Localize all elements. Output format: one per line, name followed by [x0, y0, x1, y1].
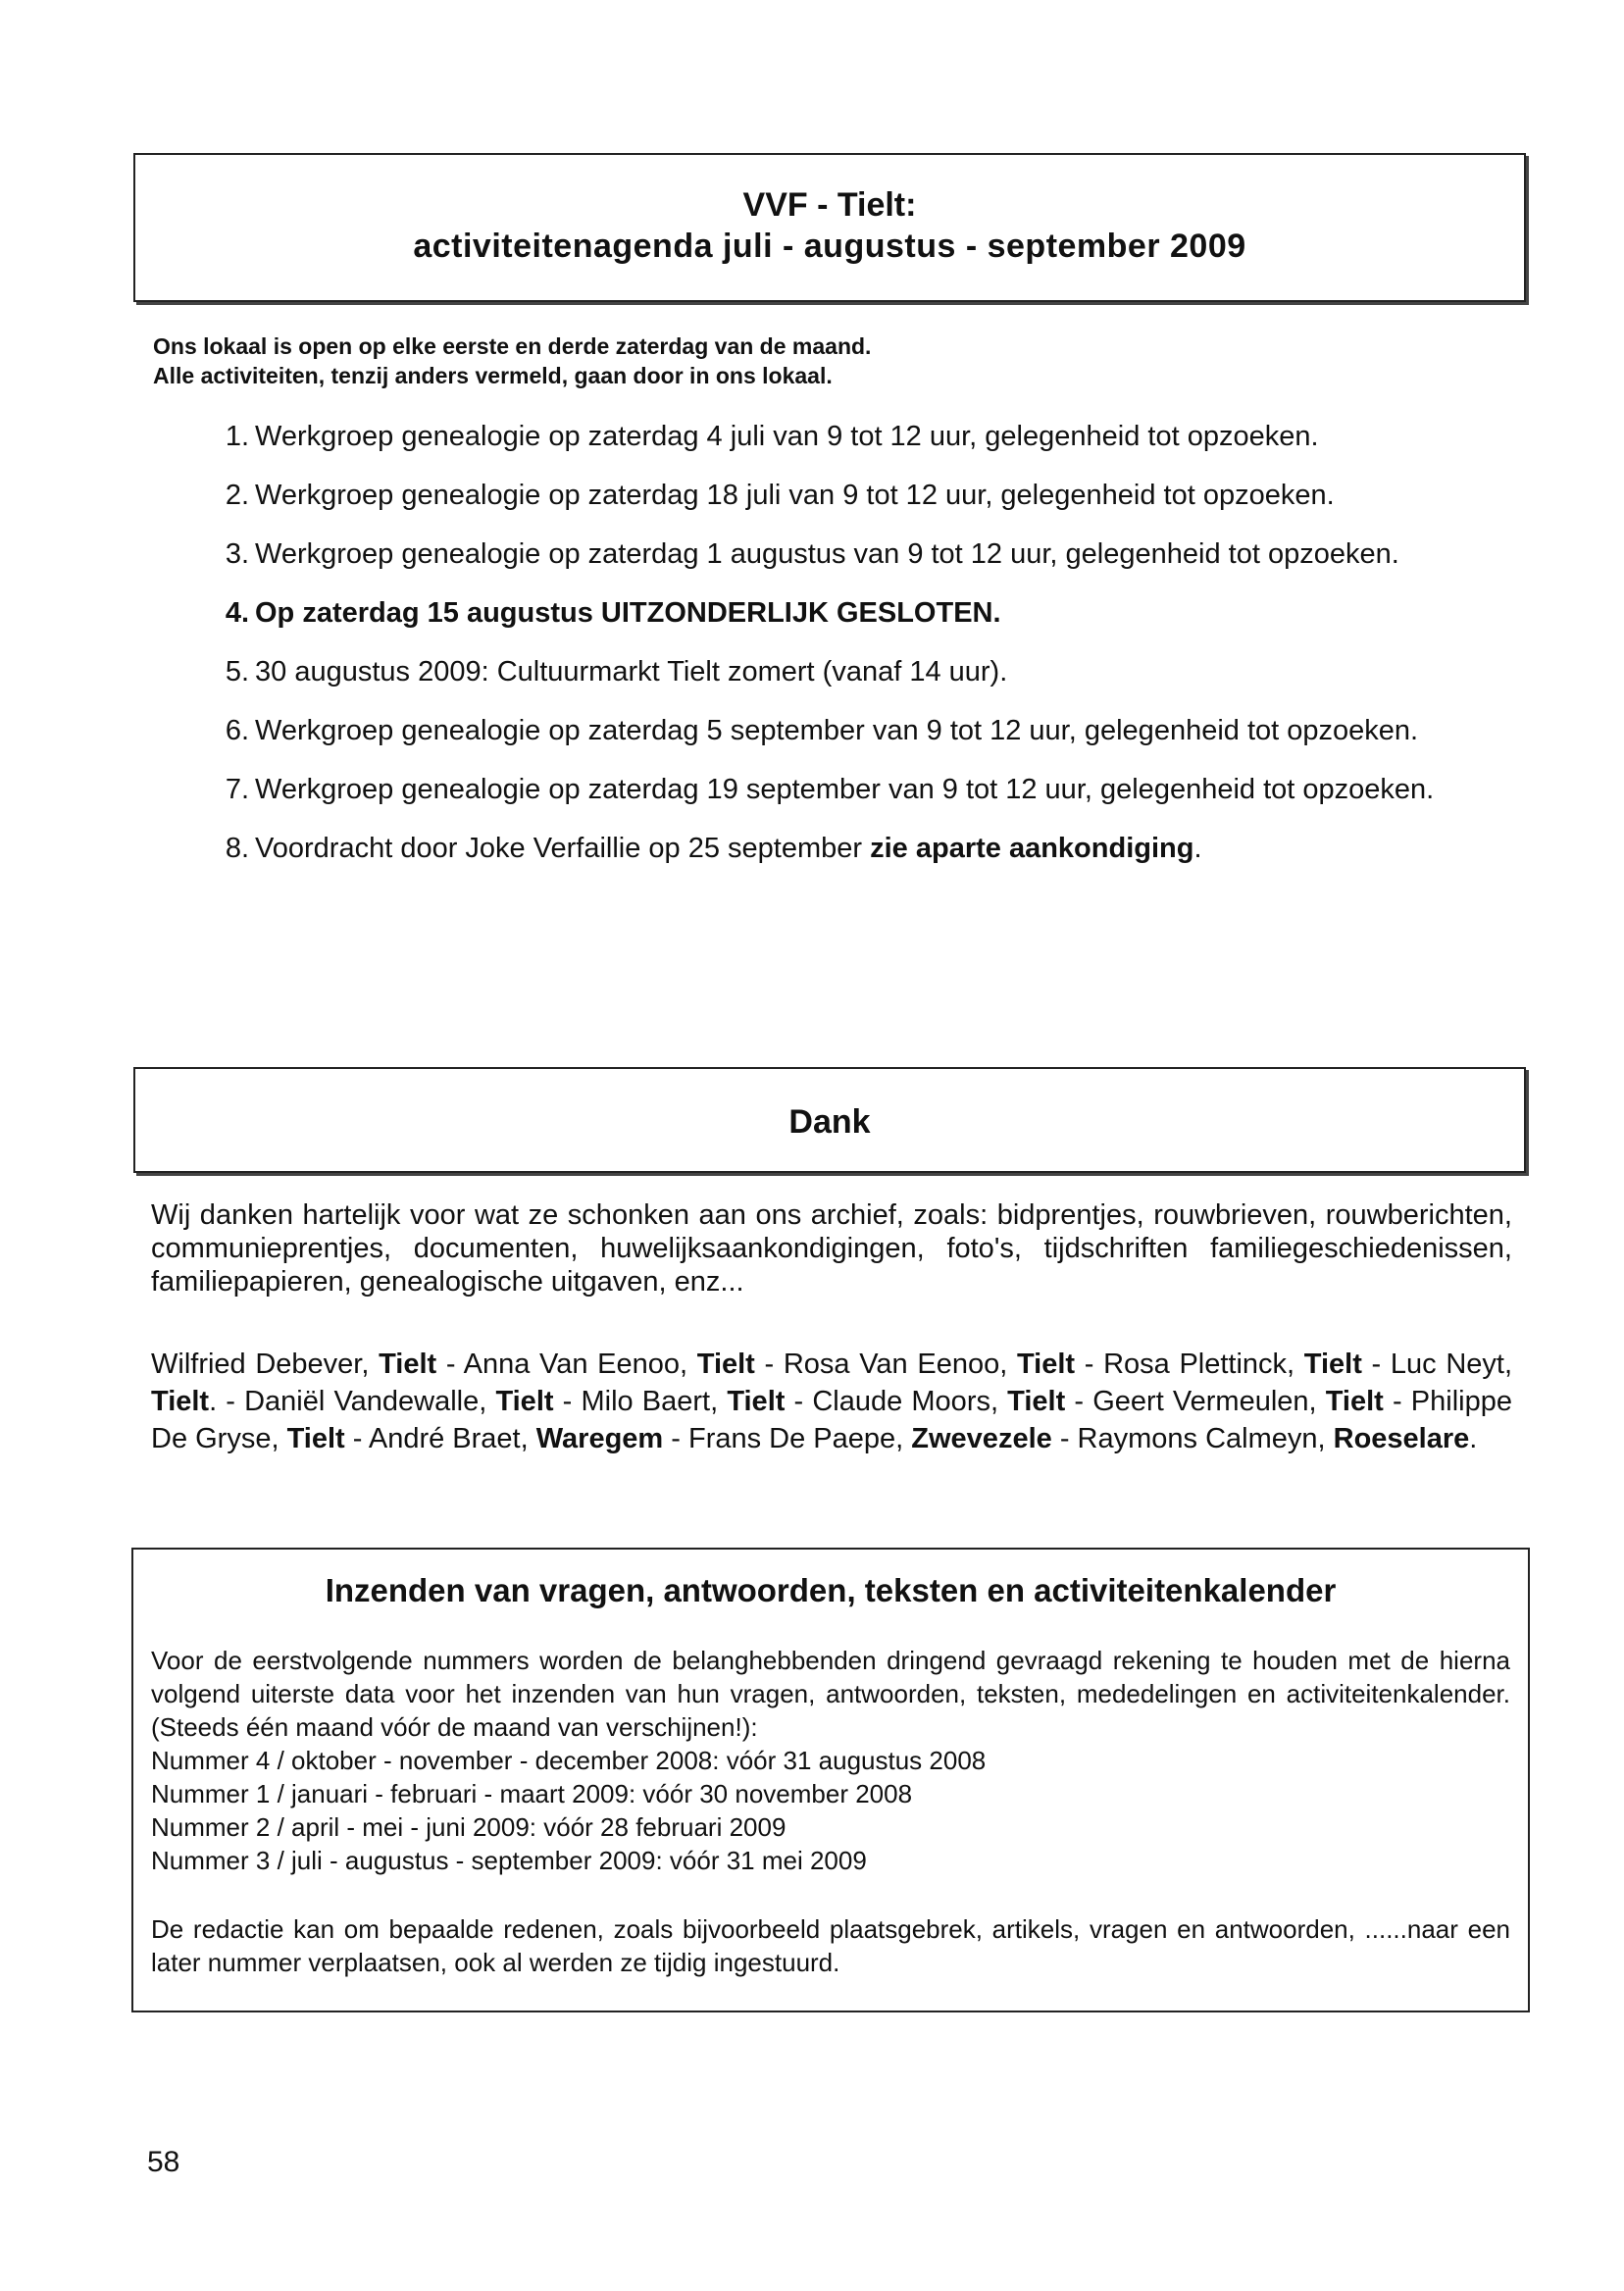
agenda-item: [202, 420, 1516, 453]
donor-place: Tielt: [151, 1386, 210, 1417]
agenda-item-text-bold: zie aparte aankondiging: [870, 833, 1194, 864]
donor-place: Tielt: [286, 1423, 345, 1454]
agenda-item: [202, 596, 1516, 630]
agenda-item: [202, 655, 1516, 688]
agenda-item-text: 30 augustus 2009: Cultuurmarkt Tielt zomert (vanaf 14 uur).: [255, 656, 1008, 687]
donor-place: Tielt: [495, 1386, 554, 1417]
donor-name: André Braet,: [368, 1423, 536, 1454]
deadline-line: Nummer 2 / april - mei - juni 2009: vóór 28 februari 2009: [151, 1812, 787, 1842]
inzenden-intro: Voor de eerstvolgende nummers worden de belanghebbenden dringend gevraagd rekening te houden met de hierna volgend uiterste data voor het inzenden van hun vragen, antwoorden, teksten, mededelingen en activiteitenkalender. (Steeds één maand vóór de maand van verschijnen!):: [151, 1646, 1510, 1742]
donor-separator: -: [785, 1386, 813, 1417]
agenda-item-text: Werkgroep genealogie op zaterdag 5 september van 9 tot 12 uur, gelegenheid tot opzoeken.: [255, 715, 1419, 746]
agenda-item-text-plain: Voordracht door Joke Verfaillie op 25 september: [255, 833, 871, 864]
intro-line: Alle activiteiten, tenzij anders vermeld, gaan door in ons lokaal.: [153, 363, 833, 388]
donor-separator: .: [1469, 1423, 1478, 1454]
donor-name: Raymons Calmeyn,: [1077, 1423, 1334, 1454]
agenda-item: [202, 714, 1516, 747]
agenda-item-number: 7.: [225, 774, 249, 805]
agenda-item-number: 8.: [225, 833, 249, 864]
donor-name: Rosa Plettinck,: [1103, 1349, 1304, 1380]
donor-name: Milo Baert,: [581, 1386, 728, 1417]
donor-place: Tielt: [727, 1386, 786, 1417]
intro-line: Ons lokaal is open op elke eerste en derde zaterdag van de maand.: [153, 333, 872, 359]
agenda-item-text: Werkgroep genealogie op zaterdag 1 augustus van 9 tot 12 uur, gelegenheid tot opzoeken.: [255, 538, 1399, 570]
agenda-item-number: 4.: [225, 597, 249, 629]
agenda-item-number: 3.: [225, 538, 249, 570]
donor-separator: -: [436, 1349, 464, 1380]
agenda-item: [202, 773, 1516, 806]
inzenden-footer: De redactie kan om bepaalde redenen, zoals bijvoorbeeld plaatsgebrek, artikels, vragen en antwoorden, ......naar een later nummer verplaatsen, ook al werden ze tijdig ingestuurd.: [151, 1914, 1510, 1977]
donor-place: Tielt: [1303, 1349, 1362, 1380]
inzenden-body: [151, 1644, 1510, 1877]
agenda-item-text: Werkgroep genealogie op zaterdag 19 september van 9 tot 12 uur, gelegenheid tot opzoeken.: [255, 774, 1435, 805]
agenda-item-text-end: .: [1193, 833, 1202, 864]
agenda-item-number: 1.: [225, 421, 249, 452]
page-number: 58: [147, 2146, 180, 2178]
donor-separator: -: [1075, 1349, 1104, 1380]
donor-place: Tielt: [1325, 1386, 1384, 1417]
donor-place: Tielt: [1016, 1349, 1076, 1380]
donor-name: Anna Van Eenoo,: [463, 1349, 697, 1380]
agenda-item-text: [255, 832, 1516, 865]
deadline-line: Nummer 1 / januari - februari - maart 2009: vóór 30 november 2008: [151, 1779, 913, 1808]
donor-place: Waregem: [535, 1423, 664, 1454]
donor-name: Wilfried Debever,: [151, 1349, 380, 1380]
agenda-item-text: Op zaterdag 15 augustus UITZONDERLIJK GESLOTEN.: [255, 597, 1001, 629]
donor-separator: -: [1383, 1386, 1411, 1417]
donor-separator: -: [1065, 1386, 1093, 1417]
donor-place: Tielt: [1007, 1386, 1066, 1417]
deadline-line: Nummer 3 / juli - augustus - september 2009: vóór 31 mei 2009: [151, 1846, 867, 1875]
dank-title: Dank: [788, 1103, 871, 1141]
donor-place: Tielt: [696, 1349, 755, 1380]
intro-text: [153, 331, 1506, 390]
agenda-item: [202, 832, 1516, 865]
page-title: VVF - Tielt:: [742, 186, 917, 224]
page-subtitle: activiteitenagenda juli - augustus - september 2009: [413, 228, 1246, 265]
donor-separator: -: [754, 1349, 784, 1380]
donor-name: Philippe De Gryse,: [151, 1386, 1512, 1454]
agenda-list: [202, 420, 1516, 891]
donor-separator: -: [663, 1423, 688, 1454]
header-box: [133, 153, 1526, 302]
donor-separator: -: [1051, 1423, 1078, 1454]
donor-separator: -: [344, 1423, 369, 1454]
donor-separator: -: [1361, 1349, 1391, 1380]
donor-name: Frans De Paepe,: [687, 1423, 912, 1454]
dank-text: Wij danken hartelijk voor wat ze schonken aan ons archief, zoals: bidprentjes, rouwbrieven, rouwberichten, communieprentjes, documenten, huwelijksaankondigingen, foto's, tijdschriften familiegeschiedenissen, familiepapieren, genealogische uitgaven, enz...: [151, 1199, 1512, 1298]
donor-place: Tielt: [379, 1349, 437, 1380]
donor-separator: . -: [209, 1386, 245, 1417]
donor-place: Zwevezele: [911, 1423, 1052, 1454]
agenda-item-number: 2.: [225, 480, 249, 511]
donor-name: Rosa Van Eenoo,: [783, 1349, 1017, 1380]
donor-name: Luc Neyt,: [1390, 1349, 1513, 1380]
donor-name: Geert Vermeulen,: [1092, 1386, 1326, 1417]
agenda-item: [202, 479, 1516, 512]
donor-separator: -: [553, 1386, 582, 1417]
deadline-line: Nummer 4 / oktober - november - december 2008: vóór 31 augustus 2008: [151, 1746, 987, 1775]
agenda-item-number: 5.: [225, 656, 249, 687]
donor-list: [151, 1346, 1512, 1457]
inzenden-title: Inzenden van vragen, antwoorden, teksten en activiteitenkalender: [325, 1572, 1337, 1608]
agenda-item-text: Werkgroep genealogie op zaterdag 18 juli van 9 tot 12 uur, gelegenheid tot opzoeken.: [255, 480, 1335, 511]
agenda-item: [202, 537, 1516, 571]
donor-place: Roeselare: [1333, 1423, 1470, 1454]
agenda-item-number: 6.: [225, 715, 249, 746]
dank-box: [133, 1067, 1526, 1173]
agenda-item-text: Werkgroep genealogie op zaterdag 4 juli van 9 tot 12 uur, gelegenheid tot opzoeken.: [255, 421, 1319, 452]
donor-name: Daniël Vandewalle,: [244, 1386, 496, 1417]
inzenden-box: [131, 1548, 1530, 2012]
donor-name: Claude Moors,: [812, 1386, 1008, 1417]
